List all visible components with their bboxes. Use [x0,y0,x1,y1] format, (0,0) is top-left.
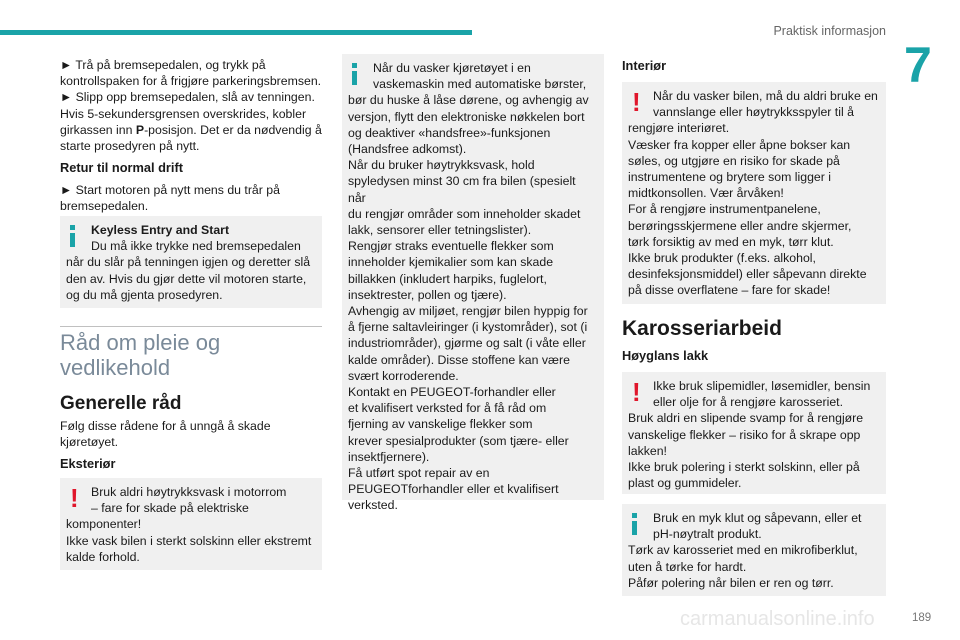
info-line: vaskemaskin med automatiske børster, [373,77,587,92]
step-line: ► Slipp opp bremsepedalen, slå av tenningen. [60,90,315,105]
info-line: verksted. [348,498,398,513]
info-line: (Handsfree adkomst). [348,142,467,157]
heading-general-advice: Generelle råd [60,393,182,414]
warning-line: instrumentene og brytere som ligger i [628,170,831,185]
info-line: krever spesialprodukter (som tjære- eller [348,433,569,448]
info-line: Tørk av karosseriet med en mikrofiberklut, [628,543,858,558]
warning-box-exterior [60,478,322,570]
info-line: industriområder), gjørme og salt (i våte eller [348,336,586,351]
text-line: kjøretøyet. [60,435,119,450]
info-line: lakk, sensorer eller tetningslister). [348,223,532,238]
warning-line: midtkonsollen. Vær årvåken! [628,186,784,201]
heading-interior: Interiør [622,58,667,73]
info-line: fjerning av vanskelige flekker som [348,417,533,432]
step-line [60,122,322,138]
info-box-bodywork [622,504,886,596]
step-text: girkassen inn [60,122,136,137]
info-line: Når du vasker kjøretøyet i en [373,61,531,75]
info-line: og du må gjenta prosedyren. [66,287,223,302]
info-line: du rengjør områder som inneholder skadet [348,206,581,221]
info-line: PEUGEOTforhandler eller et kvalifisert [348,482,559,497]
info-line: pH-nøytralt produkt. [653,527,762,542]
step-line: ► Start motoren på nytt mens du trår på [60,183,280,197]
info-line: kalde områder). Disse stoffene kan være [348,352,570,367]
chapter-number: 7 [904,37,932,93]
warning-line: eller olje for å rengjøre karosseriet. [653,395,843,410]
info-line: Kontakt en PEUGEOT-forhandler eller [348,385,556,400]
general-text [60,418,322,450]
info-title: Keyless Entry and Start [91,223,230,237]
section-heading-line: Råd om pleie og [60,330,221,355]
section-title: Praktisk informasjon [773,24,886,38]
info-line: og deaktiver «handsfree»-funksjonen [348,125,551,140]
step-line: Hvis 5-sekundersgrensen overskrides, kobler [60,106,307,121]
warning-box-bodywork [622,372,886,494]
header-accent-bar [0,30,472,35]
warning-line: Ikke bruk slipemidler, løsemidler, bensin [653,379,871,393]
warning-line: komponenter! [66,517,142,532]
info-line: inneholder kjemikalier som kan skade [348,255,554,270]
gear-letter: P [135,122,145,137]
info-box-washing [342,54,604,513]
section-heading-care [60,330,322,380]
warning-line: plast og gummideler. [628,476,742,491]
warning-line: berøringsskjermene eller andre skjermer, [628,218,852,233]
info-line: bør du huske å låse dørene, og avhengig av [348,93,589,108]
info-line: Få utført spot repair av en [348,466,490,481]
heading-bodywork: Karosseriarbeid [622,317,782,340]
step-line: ► Trå på bremsepedalen, og trykk på [60,58,266,72]
info-icon [352,63,357,85]
warning-line: Ikke bruk produkter (f.eks. alkohol, [628,251,816,266]
info-line: Avhengig av miljøet, rengjør bilen hyppig for [348,304,588,319]
warning-icon: ! [632,377,641,407]
info-icon [70,225,75,247]
heading-high-gloss: Høyglans lakk [622,348,709,363]
info-line: å fjerne saltavleiringer (i kystområder), sot (i [348,320,588,335]
warning-line: Når du vasker bilen, må du aldri bruke en [653,89,878,103]
watermark: carmanualsonline.info [680,608,875,630]
section-heading-line: vedlikehold [60,355,171,380]
warning-line: desinfeksjonsmiddel) eller såpevann direkte [628,267,867,282]
info-line: svært korroderende. [348,368,459,383]
step-line: starte prosedyren på nytt. [60,139,200,154]
info-line: insektrester, pollen og tjære). [348,287,507,302]
info-line: Bruk en myk klut og såpevann, eller et [653,511,862,525]
info-icon [632,513,637,535]
info-line: Når du bruker høytrykksvask, hold [348,158,535,173]
warning-icon: ! [70,483,79,513]
warning-line: tørk forsiktig av med en myk, tørr klut. [628,234,834,249]
warning-line: – fare for skade på elektriske [91,501,249,516]
warning-line: vanskelige flekker – risiko for å skrape opp [628,427,861,442]
warning-line: søles, og utgjøre en risiko for skade på [628,153,840,168]
info-line: uten å tørke for hardt. [628,559,747,574]
info-line: den av. Hvis du gjør dette vil motoren starte, [66,271,307,286]
step-line: kontrollspaken for å frigjøre parkeringsbremsen. [60,74,322,89]
info-line: når du slår på tenningen igjen og deretter slå [66,255,311,270]
return-steps [60,182,322,214]
text-line: Følg disse rådene for å unngå å skade [60,419,271,433]
warning-line: Ikke vask bilen i sterkt solskinn eller ekstremt [66,533,312,548]
warning-icon: ! [632,87,641,117]
warning-line: rengjøre interiøret. [628,121,730,136]
heading-exterior: Eksteriør [60,456,116,471]
info-line: insektfjernere). [348,449,430,464]
step-line: bremsepedalen. [60,199,149,214]
page-number: 189 [912,612,932,624]
warning-line: vannslange eller høytrykksspyler til å [653,105,854,120]
warning-line: Væsker fra kopper eller åpne bokser kan [628,137,851,152]
warning-line: Ikke bruk polering i sterkt solskinn, eller på [628,460,860,475]
warning-line: For å rengjøre instrumentpanelene, [628,202,821,217]
info-line: Påfør polering når bilen er ren og tørr. [628,575,834,590]
info-line: spyledysen minst 30 cm fra bilen (spesielt når [348,174,576,205]
info-line: et kvalifisert verksted for å få råd om [348,401,547,416]
warning-box-interior [622,82,886,304]
info-line: versjon, flytt den elektroniske nøkkelen bort [348,109,585,124]
info-line: Du må ikke trykke ned bremsepedalen [91,239,301,254]
parking-steps [60,57,322,154]
warning-line: kalde forhold. [66,549,140,564]
warning-line: Bruk aldri høytrykksvask i motorrom [91,485,287,499]
warning-line: Bruk aldri en slipende svamp for å rengjøre [628,411,864,426]
warning-line: på disse overflatene – fare for skade! [628,283,831,298]
info-box-keyless [60,216,322,308]
info-line: billakken (inkludert harpiks, fuglelort, [348,271,547,286]
step-text: -posisjon. Det er da nødvendig å [144,122,322,137]
warning-line: lakken! [628,443,667,458]
section-divider [60,326,322,327]
heading-return-normal: Retur til normal drift [60,160,183,175]
info-line: Rengjør straks eventuelle flekker som [348,239,554,254]
